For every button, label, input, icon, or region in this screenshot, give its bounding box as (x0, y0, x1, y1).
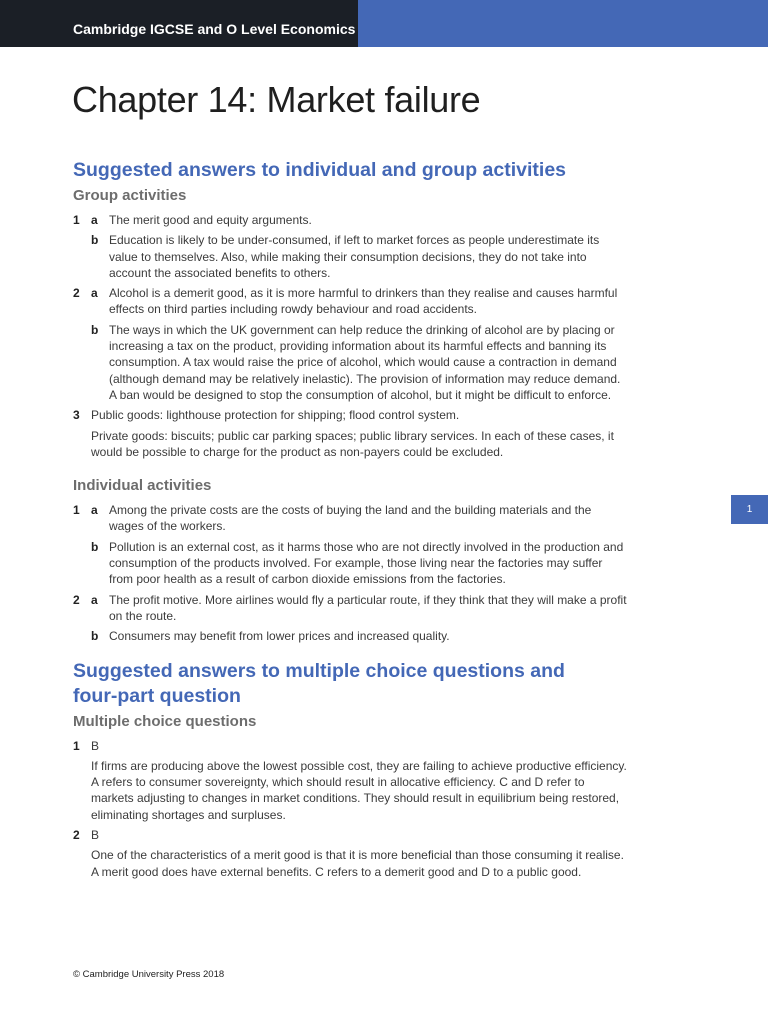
part-letter: a (91, 592, 98, 607)
page-number-tab: 1 (731, 495, 768, 524)
answer-text: Alcohol is a demerit good, as it is more harmful to drinkers than they realise and causes harmful effects on third parties including rowdy behaviour and road accidents. (109, 286, 618, 317)
group-question-2 (73, 285, 628, 403)
part-letter: b (91, 539, 99, 554)
subheading-individual-activities: Individual activities (73, 477, 212, 495)
question-number: 1 (73, 213, 80, 227)
section-heading-mcq (73, 659, 628, 709)
answer-letter: B (91, 738, 100, 753)
individual-question-2 (73, 592, 628, 645)
part-letter: a (91, 213, 98, 227)
answer-text: Pollution is an external cost, as it harms those who are not directly involved in the production and consumption of the products involved. For example, those living near the factories may suffer from poor health as a result of carbon dioxide emissions from the factories. (109, 539, 624, 587)
header-bar-blue (358, 0, 768, 47)
book-title: Cambridge IGCSE and O Level Economics (73, 21, 356, 37)
answer-text: Public goods: lighthouse protection for shipping; flood control system. (91, 408, 460, 423)
answer-text: The merit good and equity arguments. (109, 213, 312, 227)
answer-text: The ways in which the UK government can help reduce the drinking of alcohol are by placing or increasing a tax on the product, providing information about its harmful effects and banning its consumption. A tax would raise the price of alcohol, which would cause a contraction in demand (although demand may be relatively inelastic). The provision of information may reduce demand. A ban would be designed to stop the consumption of alcohol, but it might be difficult to enforce. (109, 322, 621, 402)
question-number: 2 (73, 828, 80, 843)
answer-text: Private goods: biscuits; public car parking spaces; public library services. In each of these cases, it would be possible to charge for the product as non-payers could be excluded. (91, 428, 614, 459)
question-number: 1 (73, 738, 80, 753)
question-number: 2 (73, 592, 80, 607)
answer-text: Education is likely to be under-consumed, if left to market forces as people underestimate its value to themselves. Also, while making their consumption decisions, they do not take into account the associated benefits to others. (109, 233, 600, 280)
subheading-multiple-choice: Multiple choice questions (73, 712, 257, 730)
answer-text: Among the private costs are the costs of buying the land and the building materials and the wages of the workers. (109, 503, 592, 534)
section-heading-line: four-part question (73, 684, 241, 707)
question-number: 1 (73, 503, 80, 518)
part-letter: b (91, 233, 99, 248)
group-question-1 (73, 212, 628, 281)
answer-text: The profit motive. More airlines would fly a particular route, if they think that they will make a profit on the route. (109, 592, 627, 623)
chapter-title: Chapter 14: Market failure (72, 79, 481, 120)
section-heading-activities: Suggested answers to individual and group activities (73, 159, 567, 181)
answer-explanation: One of the characteristics of a merit good is that it is more beneficial than those consuming it realise. A merit good does have external benefits. C refers to a demerit good and D to a public good. (91, 848, 624, 879)
answer-explanation: If firms are producing above the lowest possible cost, they are failing to achieve productive efficiency. A refers to consumer sovereignty, which should result in allocative efficiency. C and D refer to markets adjusting to changes in market conditions. They should result in equilibrium being restored, eliminating shortages and surpluses. (91, 758, 627, 822)
group-question-3 (73, 407, 628, 460)
main-content (73, 158, 628, 880)
individual-question-1 (73, 502, 628, 587)
mcq-question-1 (73, 738, 628, 823)
subheading-group-activities: Group activities (73, 187, 187, 204)
part-letter: a (91, 286, 98, 301)
question-number: 3 (73, 408, 80, 423)
answer-text: Consumers may benefit from lower prices and increased quality. (109, 629, 450, 644)
copyright-footer: © Cambridge University Press 2018 (73, 969, 225, 980)
section-heading-line: Suggested answers to multiple choice questions and (73, 659, 565, 682)
part-letter: a (91, 503, 98, 518)
mcq-question-2 (73, 827, 628, 880)
answer-letter: B (91, 828, 100, 843)
part-letter: b (91, 322, 99, 337)
question-number: 2 (73, 286, 80, 301)
part-letter: b (91, 629, 99, 644)
